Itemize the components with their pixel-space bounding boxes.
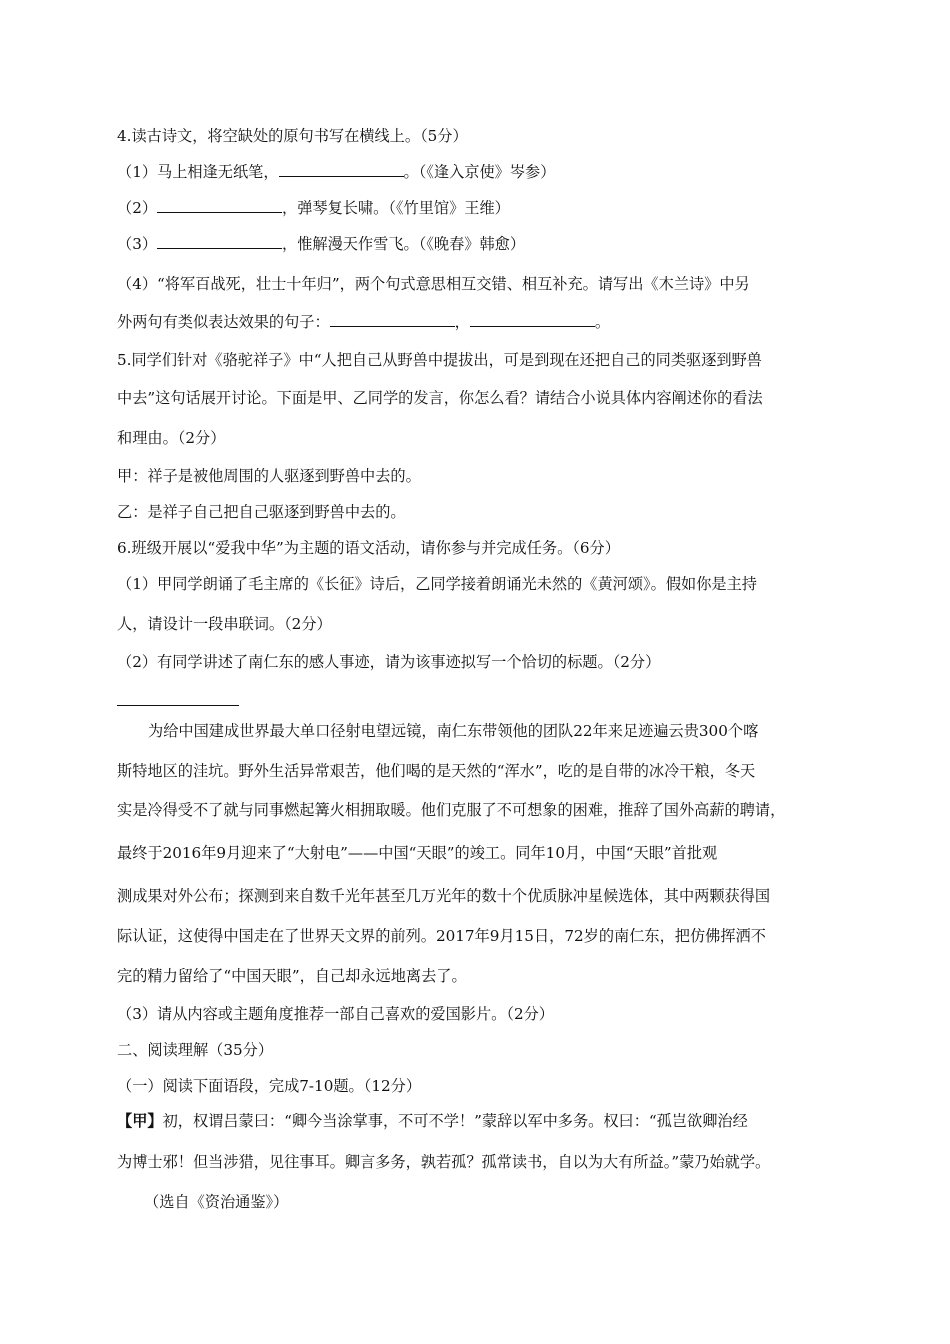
q4-item-2-prefix: （2）: [117, 199, 158, 217]
q4-item-4-line-2: [117, 312, 610, 332]
q4-item-1-prefix: （1）马上相逢无纸笔，: [117, 163, 279, 181]
q4-item-3-suffix: ，惟解漫天作雪飞。（《晚春》韩愈）: [282, 235, 526, 253]
q5-line-2: 中去”这句话展开讨论。下面是甲、乙同学的发言，你怎么看？请结合小说具体内容阐述你的看法: [117, 389, 763, 407]
story-line: 完的精力留给了“中国天眼”，自己却永远地离去了。: [117, 967, 467, 985]
q4-item-4-end: 。: [594, 313, 610, 331]
section-2-title: 二、阅读理解（35分）: [117, 1041, 274, 1059]
passage-jia-tag: 【甲】: [117, 1112, 163, 1130]
q4-title: 4.读古诗文，将空缺处的原句书写在横线上。（5分）: [117, 127, 468, 145]
q5-line-3: 和理由。（2分）: [117, 429, 226, 447]
q4-item-4-line-1: （4）“将军百战死，壮士十年归”，两个句式意思相互交错、相互补充。请写出《木兰诗》中另: [117, 275, 750, 293]
story-line: 为给中国建成世界最大单口径射电望远镜，南仁东带领他的团队22年来足迹遍云贵300个喀: [148, 722, 759, 740]
answer-blank[interactable]: [330, 312, 455, 327]
passage-jia-text: 初，权谓吕蒙曰：“卿今当涂掌事，不可不学！”蒙辞以军中多务。权曰：“孤岂欲卿治经: [162, 1112, 748, 1130]
answer-blank[interactable]: [157, 198, 282, 213]
q4-item-2-suffix: ，弹琴复长啸。（《竹里馆》王维）: [282, 199, 510, 217]
q4-item-1-suffix: 。（《逢入京使》岑参）: [403, 163, 556, 181]
passage-jia-line-1: [117, 1111, 748, 1131]
passage-jia-line-2: 为博士邪！但当涉猎，见往事耳。卿言多务，孰若孤？孤常读书，自以为大有所益。”蒙乃始就学。: [117, 1153, 771, 1171]
q6-part-2: （2）有同学讲述了南仁东的感人事迹，请为该事迹拟写一个恰切的标题。（2分）: [117, 653, 661, 671]
q4-item-4-prefix: 外两句有类似表达效果的句子：: [117, 313, 330, 331]
answer-blank[interactable]: [117, 705, 239, 706]
q4-item-1: [117, 162, 555, 182]
story-line: 际认证，这使得中国走在了世界天文界的前列。2017年9月15日，72岁的南仁东，把仿佛挥洒不: [117, 927, 766, 945]
q6-part-3: （3）请从内容或主题角度推荐一部自己喜欢的爱国影片。（2分）: [117, 1005, 554, 1023]
q4-item-2: [117, 198, 510, 218]
q4-item-3-prefix: （3）: [117, 235, 158, 253]
answer-blank[interactable]: [279, 162, 404, 177]
story-line: 实是冷得受不了就与同事燃起篝火相拥取暖。他们克服了不可想象的困难，推辞了国外高薪的聘请，: [117, 801, 786, 819]
story-line: 最终于2016年9月迎来了“大射电”——中国“天眼”的竣工。同年10月，中国“天眼”首批观: [117, 844, 718, 862]
passage-source: （选自《资治通鉴》）: [144, 1193, 289, 1211]
story-line: 斯特地区的洼坑。野外生活异常艰苦，他们喝的是天然的“浑水”，吃的是自带的冰冷干粮，冬天: [117, 762, 756, 780]
q6-title: 6.班级开展以“爱我中华”为主题的语文活动，请你参与并完成任务。（6分）: [117, 539, 620, 557]
q6-part-1-line-2: 人，请设计一段串联词。（2分）: [117, 615, 332, 633]
story-line: 测成果对外公布；探测到来自数千光年甚至几万光年的数十个优质脉冲星候选体，其中两颗获得国: [117, 887, 771, 905]
q6-part-1-line-1: （1）甲同学朗诵了毛主席的《长征》诗后，乙同学接着朗诵光未然的《黄河颂》。假如你是主持: [117, 575, 757, 593]
q5-line-1: 5.同学们针对《骆驼祥子》中“人把自己从野兽中提拔出，可是到现在还把自己的同类驱逐到野兽: [117, 351, 762, 369]
q5-speaker-jia: 甲：祥子是被他周围的人驱逐到野兽中去的。: [117, 467, 421, 485]
q5-speaker-yi: 乙：是祥子自己把自己驱逐到野兽中去的。: [117, 503, 406, 521]
q4-item-3: [117, 234, 525, 254]
answer-blank[interactable]: [157, 234, 282, 249]
answer-blank[interactable]: [470, 312, 595, 327]
q4-item-4-sep: ，: [454, 313, 470, 331]
section-2-subtitle: （一）阅读下面语段，完成7-10题。（12分）: [117, 1077, 422, 1095]
